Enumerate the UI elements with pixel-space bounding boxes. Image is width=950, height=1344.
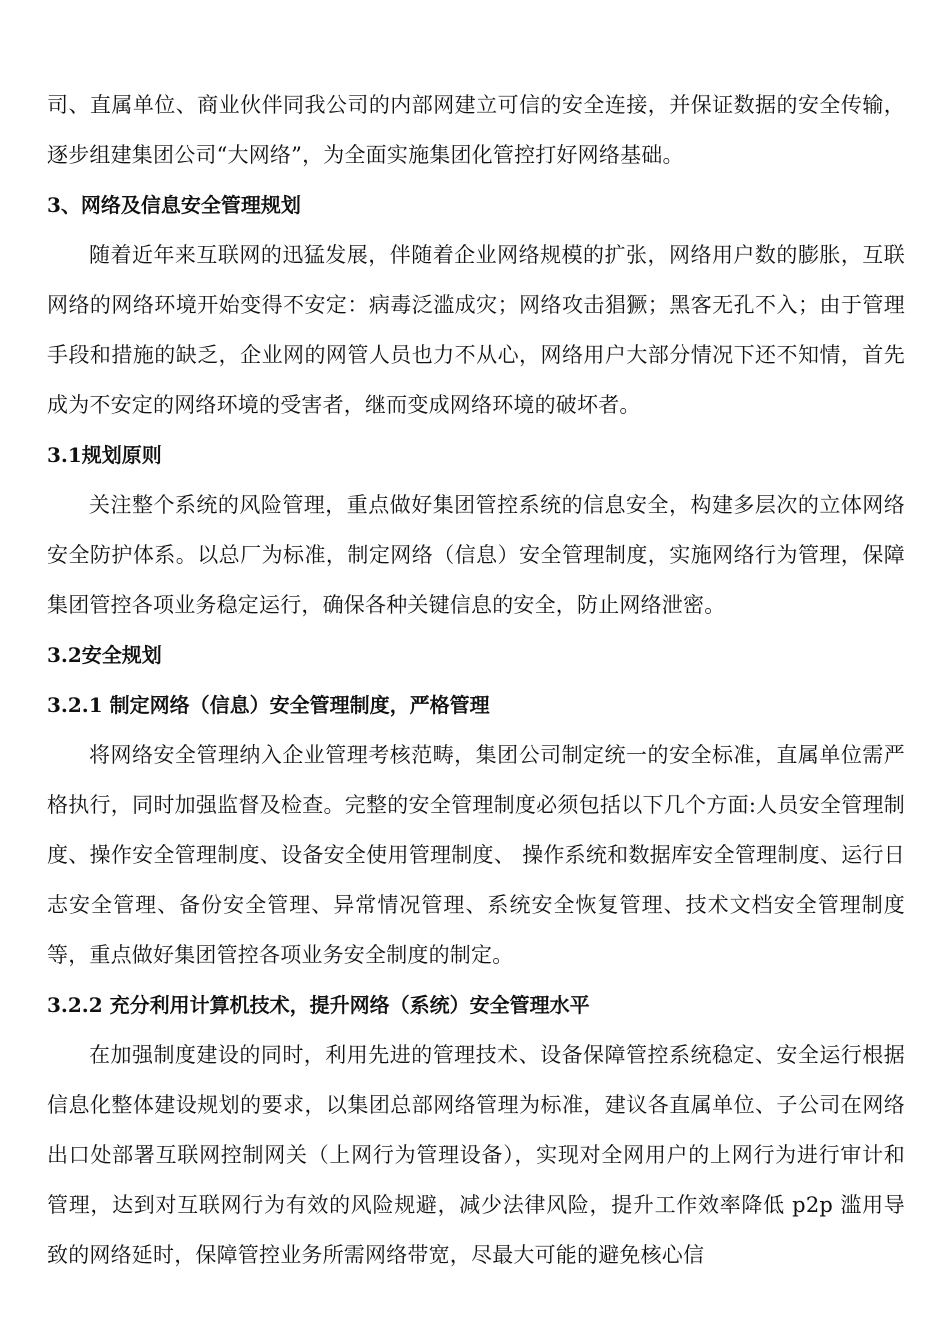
section-heading-3-1: 3.1规划原则 (47, 443, 162, 467)
section-heading-3-2-1: 3.2.1 制定网络（信息）安全管理制度，严格管理 (47, 693, 490, 717)
paragraph-planning-principles: 关注整个系统的风险管理，重点做好集团管控系统的信息安全，构建多层次的立体网络安全防护体系。以总厂为标准，制定网络（信息）安全管理制度，实施网络行为管理，保障集团管控各项业务稳定运行，确保各种关键信息的安全，防止网络泄密。 (47, 493, 905, 617)
section-heading-3-2: 3.2安全规划 (47, 643, 162, 667)
section-heading-3-2-2: 3.2.2 充分利用计算机技术，提升网络（系统）安全管理水平 (47, 993, 590, 1017)
document-page (47, 80, 905, 1280)
paragraph-security-regulations: 将网络安全管理纳入企业管理考核范畴，集团公司制定统一的安全标准，直属单位需严格执行，同时加强监督及检查。完整的安全管理制度必须包括以下几个方面:人员安全管理制度、操作安全管理制度、设备安全使用管理制度、 操作系统和数据库安全管理制度、运行日志安全管理、备份安全管理、异常情况管理、系统安全恢复管理、技术文档安全管理制度等，重点做好集团管控各项业务安全制度的制定。 (47, 743, 905, 967)
section-heading-3: 3、网络及信息安全管理规划 (47, 193, 301, 217)
paragraph-continuation: 司、直属单位、商业伙伴同我公司的内部网建立可信的安全连接，并保证数据的安全传输，逐步组建集团公司“大网络”，为全面实施集团化管控打好网络基础。 (47, 93, 905, 167)
paragraph-technical-measures: 在加强制度建设的同时，利用先进的管理技术、设备保障管控系统稳定、安全运行根据信息化整体建设规划的要求，以集团总部网络管理为标准，建议各直属单位、子公司在网络出口处部署互联网控制网关（上网行为管理设备），实现对全网用户的上网行为进行审计和管理，达到对互联网行为有效的风险规避，减少法律风险，提升工作效率降低 p2p 滥用导致的网络延时，保障管控业务所需网络带宽，尽最大可能的避免核心信 (47, 1043, 905, 1267)
paragraph-network-environment: 随着近年来互联网的迅猛发展，伴随着企业网络规模的扩张，网络用户数的膨胀，互联网络的网络环境开始变得不安定：病毒泛滥成灾；网络攻击猖獗；黑客无孔不入；由于管理手段和措施的缺乏，企业网的网管人员也力不从心，网络用户大部分情况下还不知情，首先成为不安定的网络环境的受害者，继而变成网络环境的破坏者。 (47, 243, 905, 417)
